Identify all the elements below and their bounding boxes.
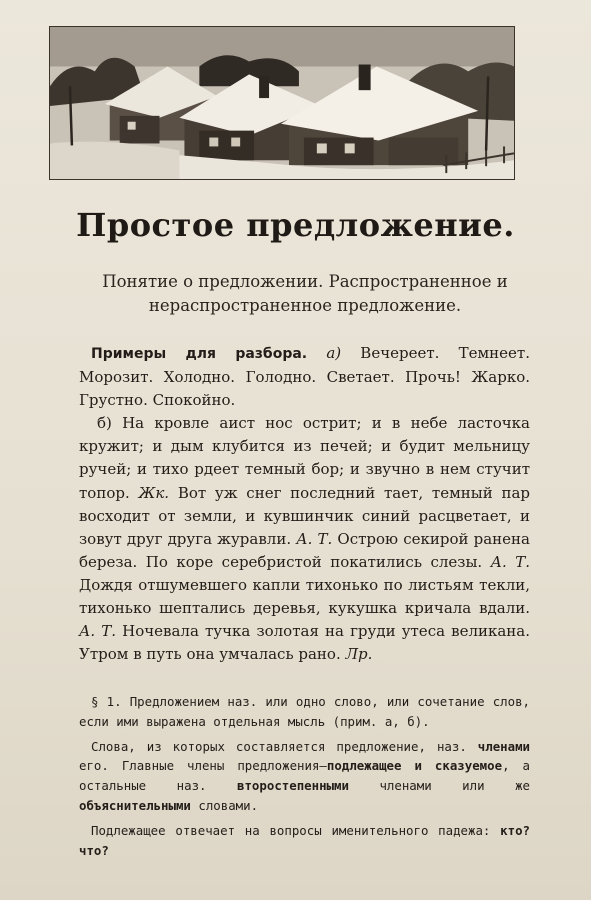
- rule-1-text: Предложением наз. или одно слово, или сочетание слов, если ими выражена отдельная мысль (прим. а, б).: [79, 694, 530, 729]
- rule-2-text-e: членами или же: [348, 778, 530, 794]
- example-b-text-3: Острою секирой ранена береза. По коре серебристой покатились слезы.: [79, 529, 531, 571]
- rule-2-text-a: Слова, из которых составляется предложение, наз.: [91, 738, 478, 754]
- example-b-marker: б): [97, 414, 112, 433]
- example-b-text-1: На кровле аист нос острит; и в небе ласточка кружит; и дым клубится из печей; и будит мельницу ручей; и тихо рдеет темный бор; и звучно в нем стучит топор.: [79, 414, 530, 502]
- author-1: Жк.: [138, 483, 170, 502]
- term-subject-predicate: подлежащее и сказуемое: [326, 758, 503, 774]
- author-3: А. Т.: [490, 552, 530, 571]
- rule-2-text-f: словами.: [190, 797, 259, 813]
- rule-2-text-c: его. Главные члены предложения—: [79, 758, 327, 774]
- example-b-text-5: Ночевала тучка золотая на груди утеса великана. Утром в путь она умчалась рано.: [79, 622, 531, 664]
- rule-paragraph-2: [79, 737, 530, 816]
- example-b-text-2: Вот уж снег последний тает, темный пар восходит от земли, и кувшинчик синий расцветает, и зовут друг друга журавли.: [79, 483, 530, 548]
- section-1-rules: [79, 692, 530, 865]
- chapter-title: Простое предложение.: [76, 206, 515, 244]
- section-marker: § 1.: [91, 694, 122, 709]
- subtitle-line-2: нераспространенное предложение.: [148, 296, 462, 315]
- term-questions: кто? что?: [79, 822, 530, 858]
- subtitle-line-1: Понятие о предложении. Распространенное и: [102, 272, 508, 291]
- rule-3-text: Подлежащее отвечает на вопросы именительного падежа:: [91, 822, 501, 838]
- example-a-text: Вечереет. Темнеет. Морозит. Холодно. Голодно. Светает. Прочь! Жарко. Грустно. Спокойно.: [79, 344, 530, 410]
- example-a-paragraph: [79, 342, 530, 412]
- rule-paragraph-3: [79, 821, 530, 861]
- example-b-paragraph: [79, 412, 530, 666]
- term-explanatory: объяснительными: [79, 797, 191, 813]
- author-4: А. Т.: [79, 622, 117, 641]
- term-members: членами: [477, 738, 530, 754]
- examples-lead: Примеры для разбора.: [91, 346, 308, 362]
- winter-village-illustration: [49, 26, 515, 180]
- rule-2-text-d: , а остальные наз.: [79, 758, 530, 794]
- chapter-subtitle: [80, 270, 530, 318]
- example-a-marker: а): [326, 344, 342, 362]
- example-b-text-4: Дождя отшумевшего капли тихонько по листьям текли, тихонько шептались деревья, кукушка кричала вдали.: [79, 575, 530, 618]
- term-secondary: второстепенными: [237, 778, 349, 794]
- author-2: А. Т.: [296, 529, 333, 548]
- rule-paragraph-1: [79, 692, 530, 732]
- author-5: Лр.: [345, 645, 373, 664]
- examples-block: [79, 342, 530, 666]
